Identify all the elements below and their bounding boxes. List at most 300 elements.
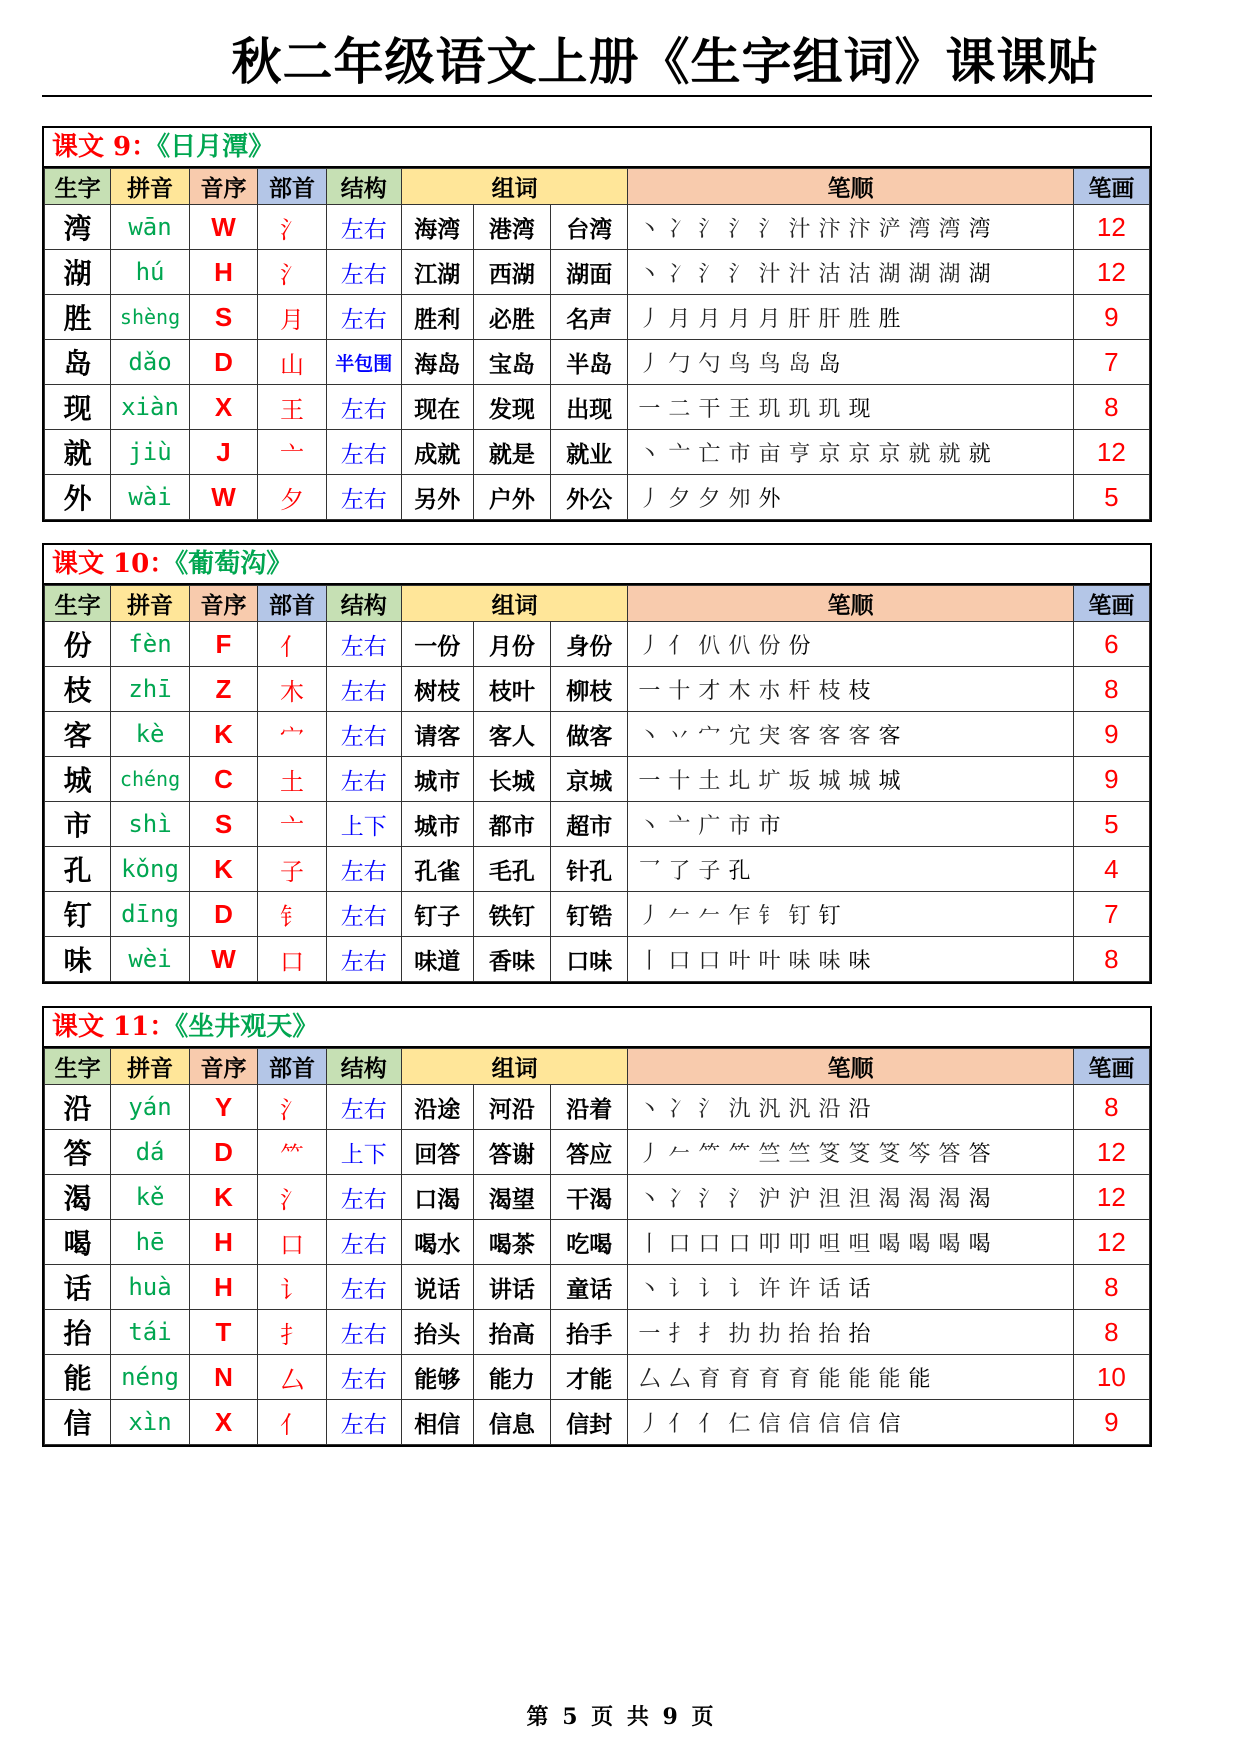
stroke-count: 8	[1073, 1310, 1149, 1355]
word-3: 湖面	[551, 250, 628, 295]
structure: 左右	[326, 1400, 401, 1445]
word-2: 渴望	[473, 1175, 550, 1220]
stroke-step: 胜	[878, 306, 901, 332]
word-1: 沿途	[401, 1085, 473, 1130]
stroke-step: 京	[878, 441, 901, 467]
radical: 山	[258, 340, 327, 385]
stroke-step: 抬	[848, 1321, 871, 1347]
initial-letter: W	[189, 937, 258, 982]
stroke-step: 汴	[848, 216, 871, 242]
pinyin: hē	[111, 1220, 189, 1265]
stroke-step: 就	[908, 441, 931, 467]
stroke-step: 丿	[638, 306, 661, 332]
stroke-step: 味	[818, 948, 841, 974]
stroke-step: 城	[818, 768, 841, 794]
table-row	[45, 1310, 1150, 1355]
header-words: 组词	[401, 586, 628, 622]
stroke-step: 广	[698, 813, 721, 839]
stroke-step: 𠂉	[668, 1141, 691, 1167]
stroke-step: 玑	[758, 396, 781, 422]
stroke-step: 坂	[788, 768, 811, 794]
stroke-step: 湾	[908, 216, 931, 242]
stroke-step: 月	[668, 306, 691, 332]
stroke-order	[628, 892, 1073, 937]
stroke-step: 市	[758, 813, 781, 839]
stroke-step: 丶	[638, 1186, 661, 1212]
initial-letter: W	[189, 205, 258, 250]
word-2: 长城	[473, 757, 550, 802]
stroke-step: 亠	[668, 813, 691, 839]
stroke-step: 城	[848, 768, 871, 794]
stroke-step: 亻	[668, 633, 691, 659]
word-2: 香味	[473, 937, 550, 982]
stroke-count: 9	[1073, 712, 1149, 757]
stroke-step: 京	[848, 441, 871, 467]
pinyin: yán	[111, 1085, 189, 1130]
header-stroke-order: 笔顺	[628, 1049, 1073, 1085]
stroke-step: 客	[848, 723, 871, 749]
initial-letter: T	[189, 1310, 258, 1355]
character: 湖	[45, 250, 111, 295]
table-row	[45, 250, 1150, 295]
stroke-step: 亡	[698, 441, 721, 467]
pinyin: zhī	[111, 667, 189, 712]
structure: 左右	[326, 250, 401, 295]
stroke-order	[628, 1265, 1073, 1310]
header-pinyin: 拼音	[111, 1049, 189, 1085]
word-3: 就业	[551, 430, 628, 475]
structure: 左右	[326, 1085, 401, 1130]
stroke-step: 氵	[728, 1186, 751, 1212]
word-3: 口味	[551, 937, 628, 982]
radical: 厶	[258, 1355, 327, 1400]
stroke-step: 竺	[788, 1141, 811, 1167]
initial-letter: J	[189, 430, 258, 475]
stroke-step: 扌	[668, 1321, 691, 1347]
structure: 左右	[326, 205, 401, 250]
stroke-step: 一	[638, 678, 661, 704]
stroke-step: 才	[698, 678, 721, 704]
pinyin: xiàn	[111, 385, 189, 430]
stroke-order	[628, 712, 1073, 757]
header-letter: 音序	[189, 586, 258, 622]
header-words: 组词	[401, 1049, 628, 1085]
stroke-step: 份	[758, 633, 781, 659]
stroke-step: 育	[728, 1366, 751, 1392]
stroke-step: 扌	[698, 1321, 721, 1347]
stroke-order	[628, 205, 1073, 250]
stroke-step: 答	[968, 1141, 991, 1167]
stroke-step: 湾	[968, 216, 991, 242]
stroke-order	[628, 475, 1073, 520]
stroke-count: 9	[1073, 295, 1149, 340]
word-2: 港湾	[473, 205, 550, 250]
word-3: 答应	[551, 1130, 628, 1175]
character: 胜	[45, 295, 111, 340]
stroke-step: 了	[668, 858, 691, 884]
word-3: 京城	[551, 757, 628, 802]
stroke-step: 胜	[848, 306, 871, 332]
stroke-step: 讠	[668, 1276, 691, 1302]
stroke-step: 宀	[698, 723, 721, 749]
pinyin: tái	[111, 1310, 189, 1355]
word-2: 毛孔	[473, 847, 550, 892]
character: 抬	[45, 1310, 111, 1355]
radical: 亻	[258, 1400, 327, 1445]
stroke-step: 岛	[818, 351, 841, 377]
stroke-step: 叩	[788, 1231, 811, 1257]
stroke-step: 味	[848, 948, 871, 974]
stroke-step: 许	[788, 1276, 811, 1302]
character: 外	[45, 475, 111, 520]
stroke-step: 一	[638, 1321, 661, 1347]
table-row	[45, 667, 1150, 712]
stroke-count: 12	[1073, 205, 1149, 250]
word-1: 说话	[401, 1265, 473, 1310]
stroke-step: 沪	[788, 1186, 811, 1212]
stroke-count: 8	[1073, 1265, 1149, 1310]
word-2: 喝茶	[473, 1220, 550, 1265]
word-1: 海湾	[401, 205, 473, 250]
stroke-step: 亻	[668, 1411, 691, 1437]
stroke-step: 氵	[728, 261, 751, 287]
character: 湾	[45, 205, 111, 250]
initial-letter: N	[189, 1355, 258, 1400]
stroke-step: 厶	[668, 1366, 691, 1392]
stroke-step: 渴	[968, 1186, 991, 1212]
stroke-step: 就	[968, 441, 991, 467]
initial-letter: S	[189, 802, 258, 847]
word-2: 讲话	[473, 1265, 550, 1310]
radical: 氵	[258, 250, 327, 295]
radical: 亠	[258, 430, 327, 475]
stroke-order	[628, 340, 1073, 385]
word-3: 针孔	[551, 847, 628, 892]
table-row	[45, 1130, 1150, 1175]
stroke-step: 信	[848, 1411, 871, 1437]
word-3: 名声	[551, 295, 628, 340]
word-3: 超市	[551, 802, 628, 847]
character-table	[44, 168, 1150, 520]
stroke-step: 口	[668, 948, 691, 974]
table-row	[45, 1175, 1150, 1220]
initial-letter: K	[189, 847, 258, 892]
stroke-step: 杆	[788, 678, 811, 704]
stroke-order	[628, 430, 1073, 475]
stroke-step: 湖	[908, 261, 931, 287]
table-row	[45, 847, 1150, 892]
lesson-name: 《葡萄沟》	[175, 549, 293, 579]
word-2: 发现	[473, 385, 550, 430]
stroke-step: 月	[758, 306, 781, 332]
word-1: 成就	[401, 430, 473, 475]
stroke-step: 呾	[848, 1231, 871, 1257]
radical: 宀	[258, 712, 327, 757]
initial-letter: D	[189, 1130, 258, 1175]
structure: 左右	[326, 937, 401, 982]
structure: 左右	[326, 892, 401, 937]
stroke-count: 12	[1073, 250, 1149, 295]
stroke-step: 能	[818, 1366, 841, 1392]
structure: 左右	[326, 622, 401, 667]
stroke-step: 月	[728, 306, 751, 332]
character: 孔	[45, 847, 111, 892]
stroke-step: 份	[788, 633, 811, 659]
stroke-step: 喝	[938, 1231, 961, 1257]
lesson-11-table	[42, 1006, 1152, 1447]
stroke-order	[628, 1310, 1073, 1355]
stroke-step: 笅	[878, 1141, 901, 1167]
stroke-step: 勺	[698, 351, 721, 377]
stroke-step: 许	[758, 1276, 781, 1302]
header-row	[45, 169, 1150, 205]
radical: 口	[258, 937, 327, 982]
radical: 口	[258, 1220, 327, 1265]
initial-letter: H	[189, 1265, 258, 1310]
stroke-step: 沿	[818, 1096, 841, 1122]
stroke-step: 竺	[758, 1141, 781, 1167]
word-3: 童话	[551, 1265, 628, 1310]
stroke-step: 肝	[788, 306, 811, 332]
stroke-count: 8	[1073, 385, 1149, 430]
stroke-step: 宂	[728, 723, 751, 749]
lesson-label: 课文 10：	[52, 549, 176, 579]
stroke-step: 叶	[758, 948, 781, 974]
pinyin: wèi	[111, 937, 189, 982]
lesson-10-table	[42, 543, 1152, 984]
structure: 左右	[326, 1175, 401, 1220]
stroke-step: 鸟	[758, 351, 781, 377]
word-1: 现在	[401, 385, 473, 430]
stroke-step: 鸟	[728, 351, 751, 377]
stroke-step: 叶	[728, 948, 751, 974]
stroke-step: 宊	[758, 723, 781, 749]
pinyin: wān	[111, 205, 189, 250]
stroke-step: 勹	[668, 351, 691, 377]
stroke-step: 泹	[818, 1186, 841, 1212]
stroke-step: 丨	[638, 1231, 661, 1257]
word-2: 河沿	[473, 1085, 550, 1130]
word-2: 就是	[473, 430, 550, 475]
stroke-step: 汎	[788, 1096, 811, 1122]
stroke-step: 泹	[848, 1186, 871, 1212]
stroke-count: 12	[1073, 1220, 1149, 1265]
stroke-step: 仈	[698, 633, 721, 659]
stroke-count: 12	[1073, 430, 1149, 475]
stroke-count: 7	[1073, 892, 1149, 937]
character: 现	[45, 385, 111, 430]
word-3: 干渴	[551, 1175, 628, 1220]
stroke-step: 讠	[728, 1276, 751, 1302]
structure: 左右	[326, 385, 401, 430]
word-1: 喝水	[401, 1220, 473, 1265]
header-char: 生字	[45, 1049, 111, 1085]
radical: 讠	[258, 1265, 327, 1310]
table-row	[45, 1400, 1150, 1445]
word-2: 信息	[473, 1400, 550, 1445]
character-table	[44, 1048, 1150, 1445]
radical: 钅	[258, 892, 327, 937]
table-row	[45, 802, 1150, 847]
stroke-step: 湖	[878, 261, 901, 287]
stroke-order	[628, 757, 1073, 802]
stroke-order	[628, 385, 1073, 430]
stroke-order	[628, 295, 1073, 340]
stroke-step: 十	[668, 678, 691, 704]
stroke-step: 子	[698, 858, 721, 884]
table-row	[45, 385, 1150, 430]
character: 沿	[45, 1085, 111, 1130]
character-table	[44, 585, 1150, 982]
initial-letter: D	[189, 892, 258, 937]
stroke-step: 丶	[638, 1096, 661, 1122]
word-3: 吃喝	[551, 1220, 628, 1265]
character: 枝	[45, 667, 111, 712]
initial-letter: Z	[189, 667, 258, 712]
stroke-step: 丨	[638, 948, 661, 974]
character: 份	[45, 622, 111, 667]
header-structure: 结构	[326, 586, 401, 622]
stroke-step: 口	[728, 1231, 751, 1257]
stroke-order	[628, 1355, 1073, 1400]
stroke-step: 沿	[848, 1096, 871, 1122]
header-stroke-order: 笔顺	[628, 169, 1073, 205]
page-title: 秋二年级语文上册《生字组词》课课贴	[231, 33, 1099, 91]
word-3: 身份	[551, 622, 628, 667]
word-1: 相信	[401, 1400, 473, 1445]
stroke-step: 圠	[728, 768, 751, 794]
stroke-step: 沽	[848, 261, 871, 287]
stroke-step: 丷	[668, 723, 691, 749]
stroke-order	[628, 1175, 1073, 1220]
stroke-step: 汁	[788, 261, 811, 287]
table-row	[45, 475, 1150, 520]
stroke-step: 信	[818, 1411, 841, 1437]
word-3: 台湾	[551, 205, 628, 250]
stroke-order	[628, 667, 1073, 712]
radical: 木	[258, 667, 327, 712]
stroke-step: 乍	[728, 903, 751, 929]
lesson-title	[44, 545, 1150, 585]
pinyin: huà	[111, 1265, 189, 1310]
stroke-step: 氵	[728, 216, 751, 242]
stroke-step: 枝	[818, 678, 841, 704]
initial-letter: Y	[189, 1085, 258, 1130]
radical: 氵	[258, 205, 327, 250]
stroke-step: 客	[788, 723, 811, 749]
header-stroke-count: 笔画	[1073, 169, 1149, 205]
lesson-title	[44, 128, 1150, 168]
initial-letter: X	[189, 1400, 258, 1445]
stroke-step: 冫	[668, 216, 691, 242]
lesson-label: 课文 9：	[52, 132, 158, 162]
stroke-order	[628, 847, 1073, 892]
radical: 土	[258, 757, 327, 802]
stroke-step: 能	[878, 1366, 901, 1392]
initial-letter: H	[189, 250, 258, 295]
stroke-step: 口	[698, 1231, 721, 1257]
word-2: 必胜	[473, 295, 550, 340]
stroke-count: 8	[1073, 1085, 1149, 1130]
stroke-count: 4	[1073, 847, 1149, 892]
stroke-order	[628, 1400, 1073, 1445]
radical: 亻	[258, 622, 327, 667]
stroke-step: 厶	[638, 1366, 661, 1392]
stroke-step: 乛	[638, 858, 661, 884]
pinyin: chéng	[111, 757, 189, 802]
stroke-step: 丿	[638, 486, 661, 512]
pinyin: dǎo	[111, 340, 189, 385]
table-row	[45, 712, 1150, 757]
title-divider	[42, 95, 1152, 97]
word-1: 另外	[401, 475, 473, 520]
stroke-order	[628, 802, 1073, 847]
radical: 氵	[258, 1085, 327, 1130]
word-1: 孔雀	[401, 847, 473, 892]
stroke-step: 夕	[698, 486, 721, 512]
stroke-step: 钉	[788, 903, 811, 929]
stroke-step: 月	[698, 306, 721, 332]
table-row	[45, 1265, 1150, 1310]
word-3: 抬手	[551, 1310, 628, 1355]
stroke-step: 丶	[638, 261, 661, 287]
stroke-step: 抬	[788, 1321, 811, 1347]
stroke-step: 肝	[818, 306, 841, 332]
initial-letter: X	[189, 385, 258, 430]
word-2: 月份	[473, 622, 550, 667]
stroke-step: 叩	[758, 1231, 781, 1257]
table-row	[45, 295, 1150, 340]
pinyin: wài	[111, 475, 189, 520]
pinyin: xìn	[111, 1400, 189, 1445]
word-3: 信封	[551, 1400, 628, 1445]
stroke-step: 喝	[908, 1231, 931, 1257]
stroke-order	[628, 1220, 1073, 1265]
table-row	[45, 892, 1150, 937]
word-1: 城市	[401, 802, 473, 847]
stroke-step: 口	[668, 1231, 691, 1257]
word-1: 请客	[401, 712, 473, 757]
word-2: 都市	[473, 802, 550, 847]
header-radical: 部首	[258, 1049, 327, 1085]
word-1: 树枝	[401, 667, 473, 712]
stroke-step: 亨	[788, 441, 811, 467]
stroke-step: 话	[818, 1276, 841, 1302]
header-letter: 音序	[189, 169, 258, 205]
stroke-step: ⺮	[698, 1141, 721, 1167]
word-1: 海岛	[401, 340, 473, 385]
table-row	[45, 1220, 1150, 1265]
header-char: 生字	[45, 586, 111, 622]
character: 钉	[45, 892, 111, 937]
stroke-step: 枝	[848, 678, 871, 704]
stroke-step: 夘	[728, 486, 751, 512]
stroke-step: 丶	[638, 723, 661, 749]
stroke-step: 湖	[938, 261, 961, 287]
word-1: 抬头	[401, 1310, 473, 1355]
header-structure: 结构	[326, 169, 401, 205]
stroke-step: 王	[728, 396, 751, 422]
header-row	[45, 586, 1150, 622]
stroke-order	[628, 1085, 1073, 1130]
stroke-step: 浐	[878, 216, 901, 242]
stroke-step: 冫	[668, 261, 691, 287]
structure: 左右	[326, 1355, 401, 1400]
structure: 左右	[326, 667, 401, 712]
word-3: 柳枝	[551, 667, 628, 712]
structure: 左右	[326, 847, 401, 892]
stroke-step: 喝	[968, 1231, 991, 1257]
